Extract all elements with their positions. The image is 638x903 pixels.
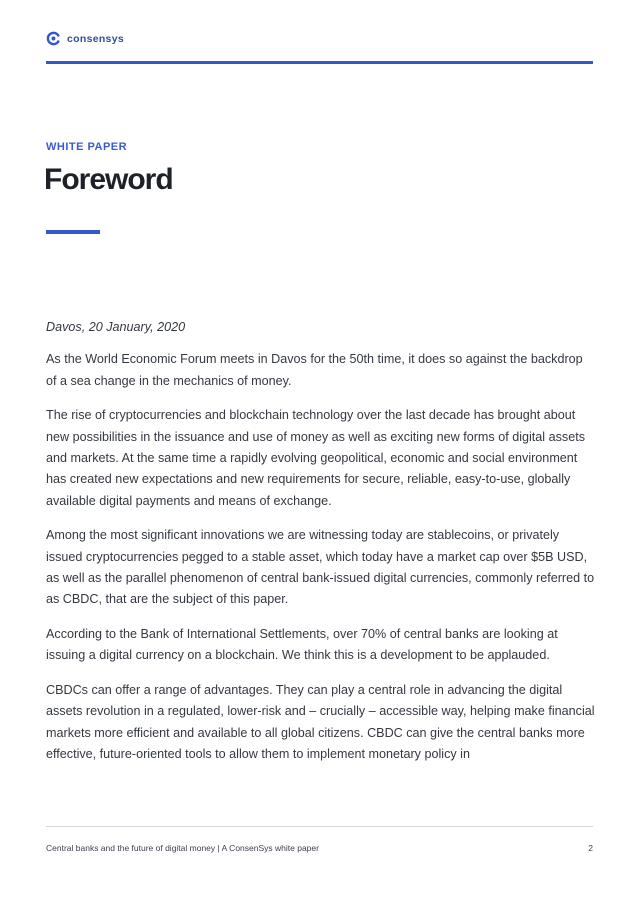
dateline: Davos, 20 January, 2020 [46,320,186,334]
paragraph-1: As the World Economic Forum meets in Davos for the 50th time, it does so against the backdrop of a sea change in the mechanics of money. [46,352,583,388]
consensys-logo-icon [46,31,61,46]
footer-title: Central banks and the future of digital money | A ConsenSys white paper [46,843,319,853]
page-number: 2 [588,843,593,853]
footer-divider [46,826,593,827]
header-divider [46,61,593,64]
document-type-label: WHITE PAPER [46,141,128,153]
paragraph-4: According to the Bank of International Settlements, over 70% of central banks are looking at issuing a digital currency on a blockchain. We think this is a development to be applauded. [46,626,558,663]
title-accent-bar [46,230,100,234]
paragraph-3: Among the most significant innovations we are witnessing today are stablecoins, or privately issued cryptocurrencies pegged to a stable asset, which today have a market cap over $5B USD, as well as the parallel phenomenon of central bank-issued digital currencies, commonly referred to as CBDC, that are the subject of this paper. [46,528,595,607]
brand-logo [46,31,124,46]
paragraph-5: CBDCs can offer a range of advantages. They can play a central role in advancing the digital assets revolution in a regulated, lower-risk and – crucially – accessible way, helping make financial markets more efficient and available to all global citizens. CBDC can give the central banks more effective, future-oriented tools to allow them to implement monetary policy in [46,682,595,761]
logo-wordmark: consensys [67,32,124,45]
body-text [46,317,596,778]
paragraph-2: The rise of cryptocurrencies and blockchain technology over the last decade has brought about new possibilities in the issuance and use of money as well as exciting new forms of digital assets and markets. At the same time a rapidly evolving geopolitical, economic and social environment has created new expectations and new requirements for secure, reliable, easy-to-use, globally available digital payments and means of exchange. [46,408,586,508]
page-title: Foreword [44,163,173,196]
